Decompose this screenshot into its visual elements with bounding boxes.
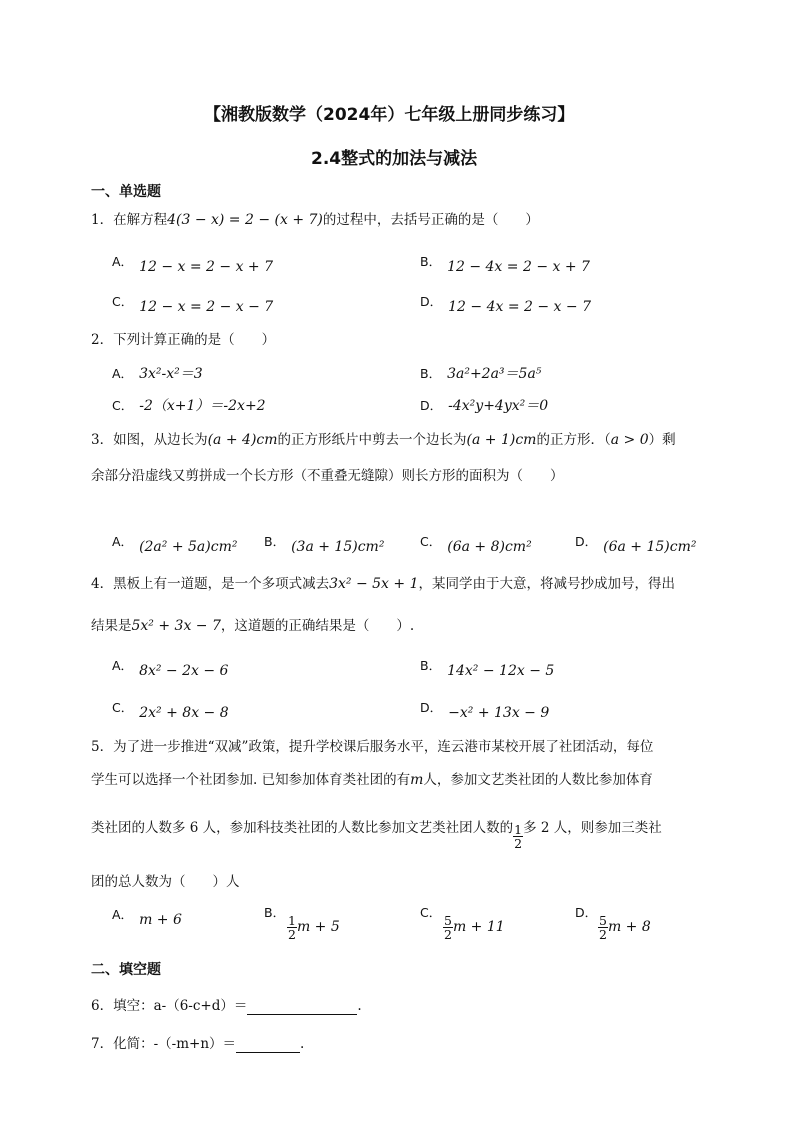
fraction-one-half: $\frac{1}{2}$ (514, 822, 523, 851)
q4-option-a[interactable]: A． 8x² − 2x − 6 (112, 658, 229, 679)
question-5-stem-line4: 团的总人数为（ ）人 (91, 874, 240, 890)
q2-option-a[interactable]: A． 3x²-x²＝3 (112, 366, 203, 382)
question-3-stem-line2: 余部分沿虚线又剪拼成一个长方形（不重叠无缝隙）则长方形的面积为（ ） (91, 468, 564, 484)
page-title: 【湘教版数学（2024年）七年级上册同步练习】 (204, 105, 575, 125)
q6-answer-blank[interactable] (247, 996, 357, 1015)
question-7: 7．化简：-（-m+n）＝ . (91, 1036, 305, 1052)
question-4-stem-line1: 4．黑板上有一道题，是一个多项式减去3x² − 5x + 1，某同学由于大意，将减号抄成加号，得出 (91, 576, 675, 592)
q4-option-b[interactable]: B． 14x² − 12x − 5 (420, 658, 555, 679)
q2-option-b[interactable]: B． 3a²+2a³＝5a⁵ (420, 366, 542, 382)
q1-option-a[interactable]: A． 12 − x = 2 − x + 7 (112, 254, 274, 275)
q5-option-d[interactable]: D． (575, 905, 598, 920)
question-5-stem-line1: 5．为了进一步推进“双减”政策，提升学校课后服务水平，连云港市某校开展了社团活动，每位 (91, 739, 654, 755)
question-5-stem-line3: 类社团的人数多 6 人，参加科技类社团的人数比参加文艺类社团人数的 $\frac{1}{2}$ 多 2 人，则参加三类社 (91, 820, 662, 851)
question-2-stem: 2．下列计算正确的是（ ） (91, 332, 276, 348)
q3-option-d[interactable]: D． (6a + 15)cm² (575, 534, 697, 555)
q5-option-a[interactable]: A． m + 6 (112, 907, 182, 928)
q5-option-c[interactable]: C． (420, 905, 442, 920)
q7-answer-blank[interactable] (236, 1034, 300, 1053)
q1-option-c[interactable]: C． 12 − x = 2 − x − 7 (112, 294, 274, 315)
question-3-stem-line1: 3．如图，从边长为(a + 4)cm的正方形纸片中剪去一个边长为(a + 1)cm的正方形．（a > 0）剩 (91, 432, 676, 448)
q3-option-c[interactable]: C． (6a + 8)cm² (420, 534, 532, 555)
q1-option-b[interactable]: B． 12 − 4x = 2 − x + 7 (420, 254, 590, 275)
q3-option-a[interactable]: A． (2a² + 5a)cm² (112, 534, 238, 555)
q5-option-c-expr: $\frac{5}{2}$ m + 11 (444, 913, 505, 942)
q3-option-b[interactable]: B． (3a + 15)cm² (264, 534, 385, 555)
q1-equation: 4(3 − x) = 2 − (x + 7) (167, 212, 323, 228)
question-4-stem-line2: 结果是5x² + 3x − 7，这道题的正确结果是（ ）. (91, 618, 415, 634)
q2-option-d[interactable]: D． -4x²y+4yx²＝0 (420, 398, 549, 414)
q5-option-b-expr: $\frac{1}{2}$ m + 5 (288, 913, 340, 942)
section-title-single-choice: 一、单选题 (91, 184, 161, 200)
question-5-stem-line2: 学生可以选择一个社团参加. 已知参加体育类社团的有m人，参加文艺类社团的人数比参加体育 (91, 772, 653, 788)
question-1-stem: 1．在解方程4(3 − x) = 2 − (x + 7)的过程中，去括号正确的是（ ） (91, 212, 539, 228)
question-6: 6．填空：a-（6-c+d）＝ . (91, 998, 362, 1014)
q4-option-d[interactable]: D． −x² + 13x − 9 (420, 700, 550, 721)
q2-option-c[interactable]: C． -2（x+1）＝-2x+2 (112, 398, 266, 414)
section-title-fill-blank: 二、填空题 (91, 962, 161, 978)
page-subtitle: 2.4整式的加法与减法 (311, 149, 478, 169)
q1-option-d[interactable]: D． 12 − 4x = 2 − x − 7 (420, 294, 591, 315)
q5-option-b[interactable]: B． (264, 905, 286, 920)
q5-option-d-expr: $\frac{5}{2}$ m + 8 (599, 913, 651, 942)
q4-option-c[interactable]: C． 2x² + 8x − 8 (112, 700, 229, 721)
